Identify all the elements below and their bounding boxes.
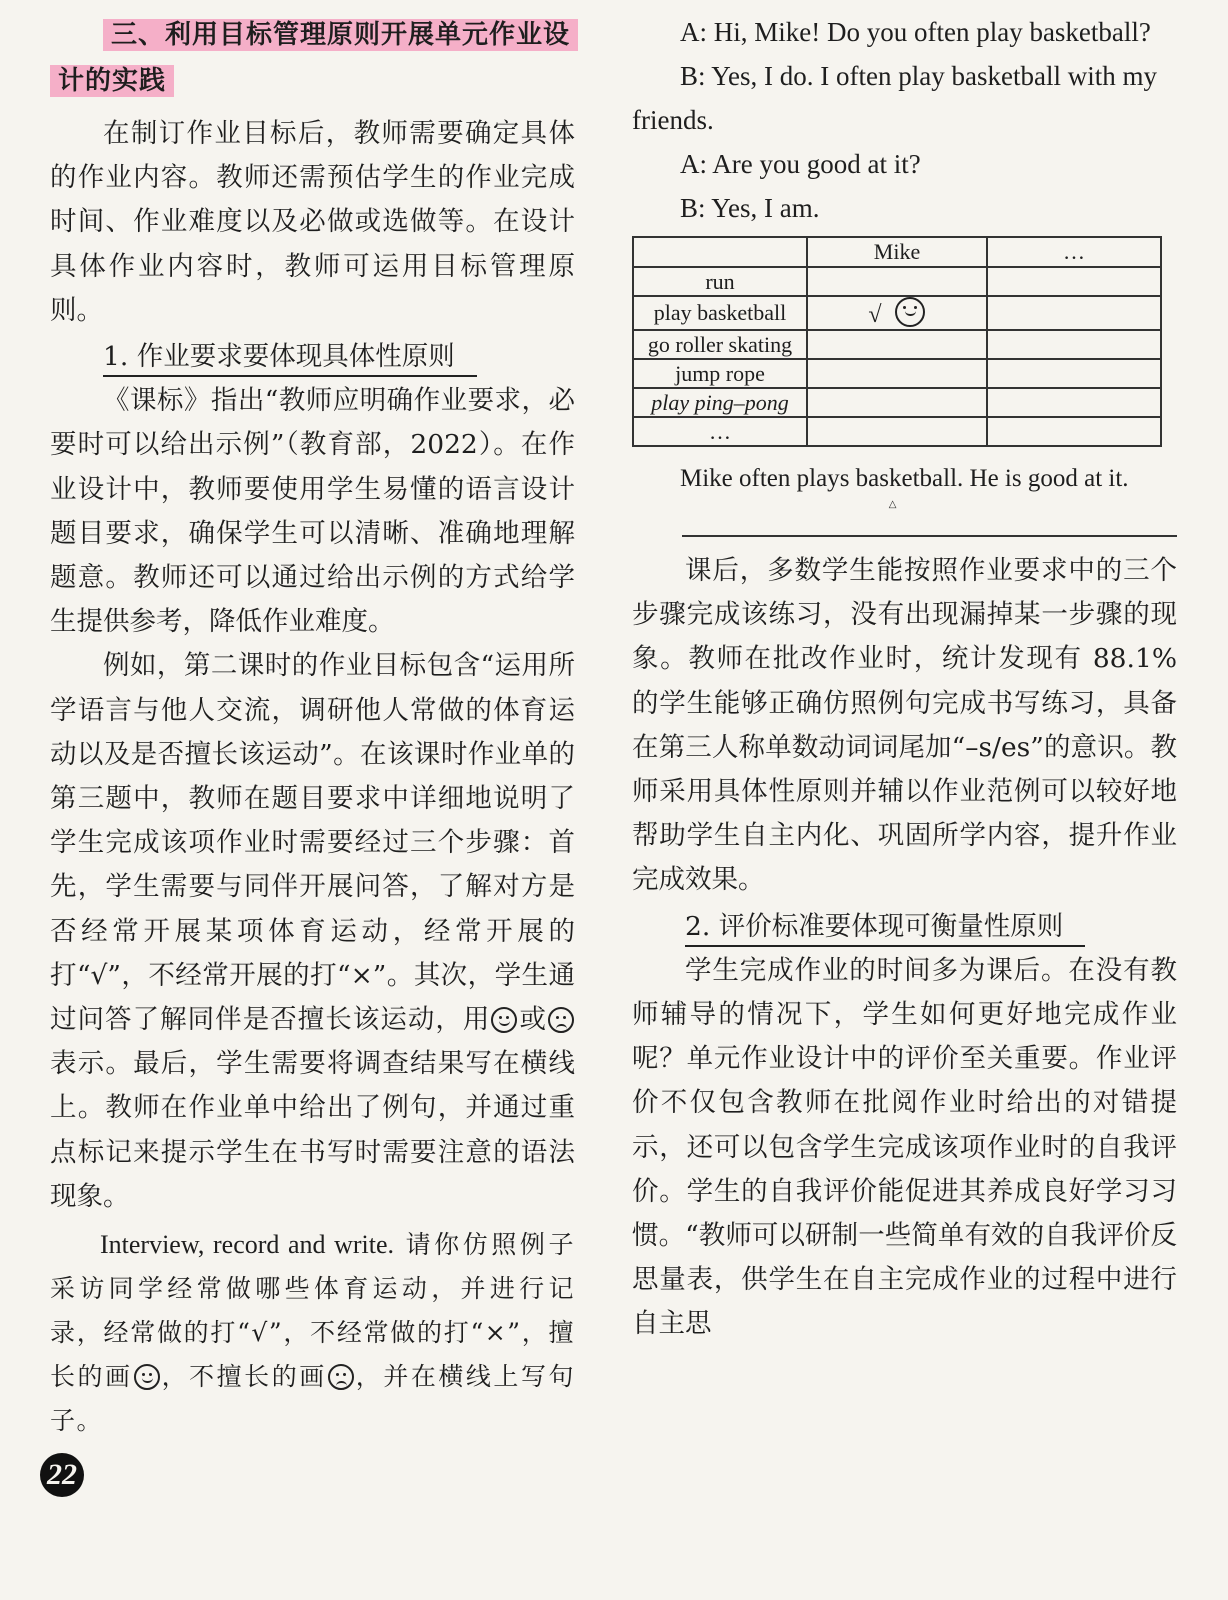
table-row xyxy=(633,296,1161,330)
table-header-more: … xyxy=(987,237,1161,267)
section-heading-text: 三、利用目标管理原则开展单元作业设计的实践 xyxy=(50,19,578,97)
activity-label: jump rope xyxy=(633,359,807,388)
mike-cell xyxy=(807,267,987,296)
exercise-instruction xyxy=(50,1223,575,1443)
activity-label: … xyxy=(633,417,807,446)
table-row xyxy=(633,267,1161,296)
table-header-empty xyxy=(633,237,807,267)
mike-cell xyxy=(807,359,987,388)
section-heading xyxy=(50,12,575,104)
example-sentence xyxy=(632,457,1177,501)
activity-label: play ping–pong xyxy=(633,388,807,417)
more-cell xyxy=(987,296,1161,330)
paragraph-example-part2: 或 xyxy=(518,1004,548,1036)
sad-face-icon xyxy=(548,1007,574,1033)
table-header-row xyxy=(633,237,1161,267)
paragraph-example xyxy=(50,644,575,1219)
mike-cell xyxy=(807,388,987,417)
subheading-2-text: 2. 评价标准要体现可衡量性原则 xyxy=(685,909,1085,947)
survey-table xyxy=(632,236,1162,447)
exercise-text-part1: 请你仿照例子采访同学经常做哪些体育运动，并进行记录，经常做的打“√”，不经常做的打“×”，擅长的画 xyxy=(50,1230,575,1392)
table-row xyxy=(633,417,1161,446)
check-mark: √ xyxy=(868,302,882,328)
exercise-title: Interview, record and write. xyxy=(100,1230,395,1260)
paragraph-evaluation: 学生完成作业的时间多为课后。在没有教师辅导的情况下，学生如何更好地完成作业呢？单元作业设计中的评价至关重要。作业评价不仅包含教师在批阅作业时给出的对错提示，还可以包含学生完成该项作业时的自我评价。学生的自我评价能促进其养成良好学习习惯。“教师可以研制一些简单有效的自我评价反思量表，供学生在自主完成作业的过程中进行自主思 xyxy=(632,954,1177,1340)
more-cell xyxy=(987,388,1161,417)
more-cell xyxy=(987,359,1161,388)
more-cell xyxy=(987,330,1161,359)
more-cell xyxy=(987,417,1161,446)
example-sentence-end: basketball. He is good at it. xyxy=(849,465,1129,492)
table-row xyxy=(633,359,1161,388)
answer-line xyxy=(682,505,1177,537)
more-cell xyxy=(987,267,1161,296)
activity-label: run xyxy=(633,267,807,296)
example-sentence-start: Mike often play xyxy=(680,465,840,492)
subheading-1 xyxy=(50,335,575,379)
subheading-2 xyxy=(632,905,1177,949)
dialog-line-3: A: Are you good at it? xyxy=(680,149,921,179)
page-number: 22 xyxy=(40,1453,84,1497)
smiley-face-icon xyxy=(895,297,925,327)
paragraph-result: 课后，多数学生能按照作业要求中的三个步骤完成该练习，没有出现漏掉某一步骤的现象。教师在批改作业时，统计发现有 88.1% 的学生能够正确仿照例句完成书写练习，具备在第三人称单数动词词尾加“–s/es”的意识。教师采用具体性原则并辅以作业范例可以较好地帮助学生自主内化、巩固所学内容，提升作业完成效果。 xyxy=(632,555,1177,896)
mike-cell xyxy=(807,417,987,446)
paragraph-intro: 在制订作业目标后，教师需要确定具体的作业内容。教师还需预估学生的作业完成时间、作业难度以及必做或选做等。在设计具体作业内容时，教师可运用目标管理原则。 xyxy=(50,118,575,326)
dialog-line-4: B: Yes, I am. xyxy=(680,193,820,223)
table-row xyxy=(633,330,1161,359)
mike-cell xyxy=(807,330,987,359)
paragraph-example-part1: 例如，第二课时的作业目标包含“运用所学语言与他人交流，调研他人常做的体育运动以及是否擅长该运动”。在该课时作业单的第三题中，教师在题目要求中详细地说明了学生完成该项作业时需要经过三个步骤：首先，学生需要与同伴开展问答，了解对方是否经常开展某项体育运动，经常开展的打“√”，不经常开展的打“×”。其次，学生通过问答了解同伴是否擅长该运动，用 xyxy=(50,650,575,1036)
paragraph-curriculum: 《课标》指出“教师应明确作业要求，必要时可以给出示例”（教育部，2022）。在作业设计中，教师要使用学生易懂的语言设计题目要求，确保学生可以清晰、准确地理解题意。教师还可以通过给出示例的方式给学生提供参考，降低作业难度。 xyxy=(50,385,575,638)
right-column xyxy=(632,10,1177,1347)
exercise-text-part2: ，不擅长的画 xyxy=(160,1362,327,1392)
sad-face-icon xyxy=(328,1364,354,1390)
table-row xyxy=(633,388,1161,417)
exercise-text-part3: ，并在横线上写句子。 xyxy=(50,1362,575,1436)
dialog-line-1: A: Hi, Mike! Do you often play basketball? xyxy=(680,17,1151,47)
left-column xyxy=(50,12,575,1443)
grammar-mark: s △ xyxy=(840,465,850,492)
smiley-face-icon xyxy=(491,1007,517,1033)
paragraph-example-part3: 表示。最后，学生需要将调查结果写在横线上。教师在作业单中给出了例句，并通过重点标记来提示学生在书写时需要注意的语法现象。 xyxy=(50,1048,575,1212)
activity-label: go roller skating xyxy=(633,330,807,359)
mike-cell xyxy=(807,296,987,330)
smiley-face-icon xyxy=(134,1364,160,1390)
subheading-1-text: 1. 作业要求要体现具体性原则 xyxy=(103,339,477,377)
dialog-line-2: B: Yes, I do. I often play basketball with my friends. xyxy=(632,61,1157,135)
table-header-mike: Mike xyxy=(807,237,987,267)
activity-label: play basketball xyxy=(633,296,807,330)
